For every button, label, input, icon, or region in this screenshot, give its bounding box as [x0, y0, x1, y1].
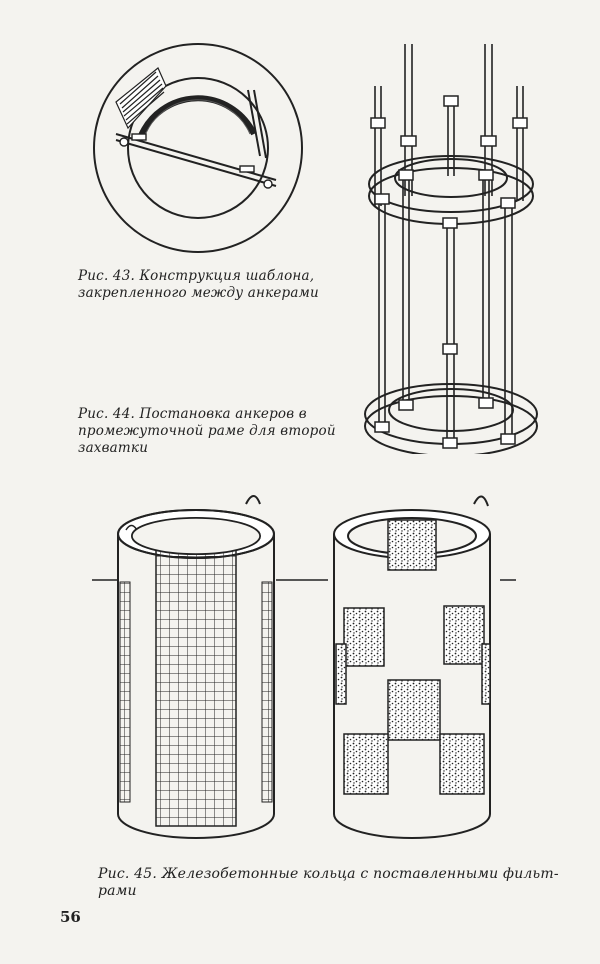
figure-45-caption: Рис. 45. Железобетонные кольца с поставленными фильт- рами: [98, 866, 559, 899]
page-number: 56: [60, 908, 81, 926]
porous-filter-blocks: [336, 520, 490, 794]
figure-43-template-drawing: [88, 38, 308, 260]
figure-45-concrete-rings-drawing: [88, 484, 518, 854]
figure-43-caption: Рис. 43. Конструкция шаблона, закрепленного между анкерами: [78, 268, 319, 301]
mesh-filter-left: [120, 582, 130, 802]
mesh-filter-right: [262, 582, 272, 802]
mesh-filter-center: [156, 524, 236, 826]
figure-44-caption: Рис. 44. Постановка анкеров в промежуточной раме для второй захватки: [78, 406, 336, 456]
figure-44-anchor-frame-drawing: [355, 36, 545, 454]
hatched-block: [116, 68, 166, 128]
